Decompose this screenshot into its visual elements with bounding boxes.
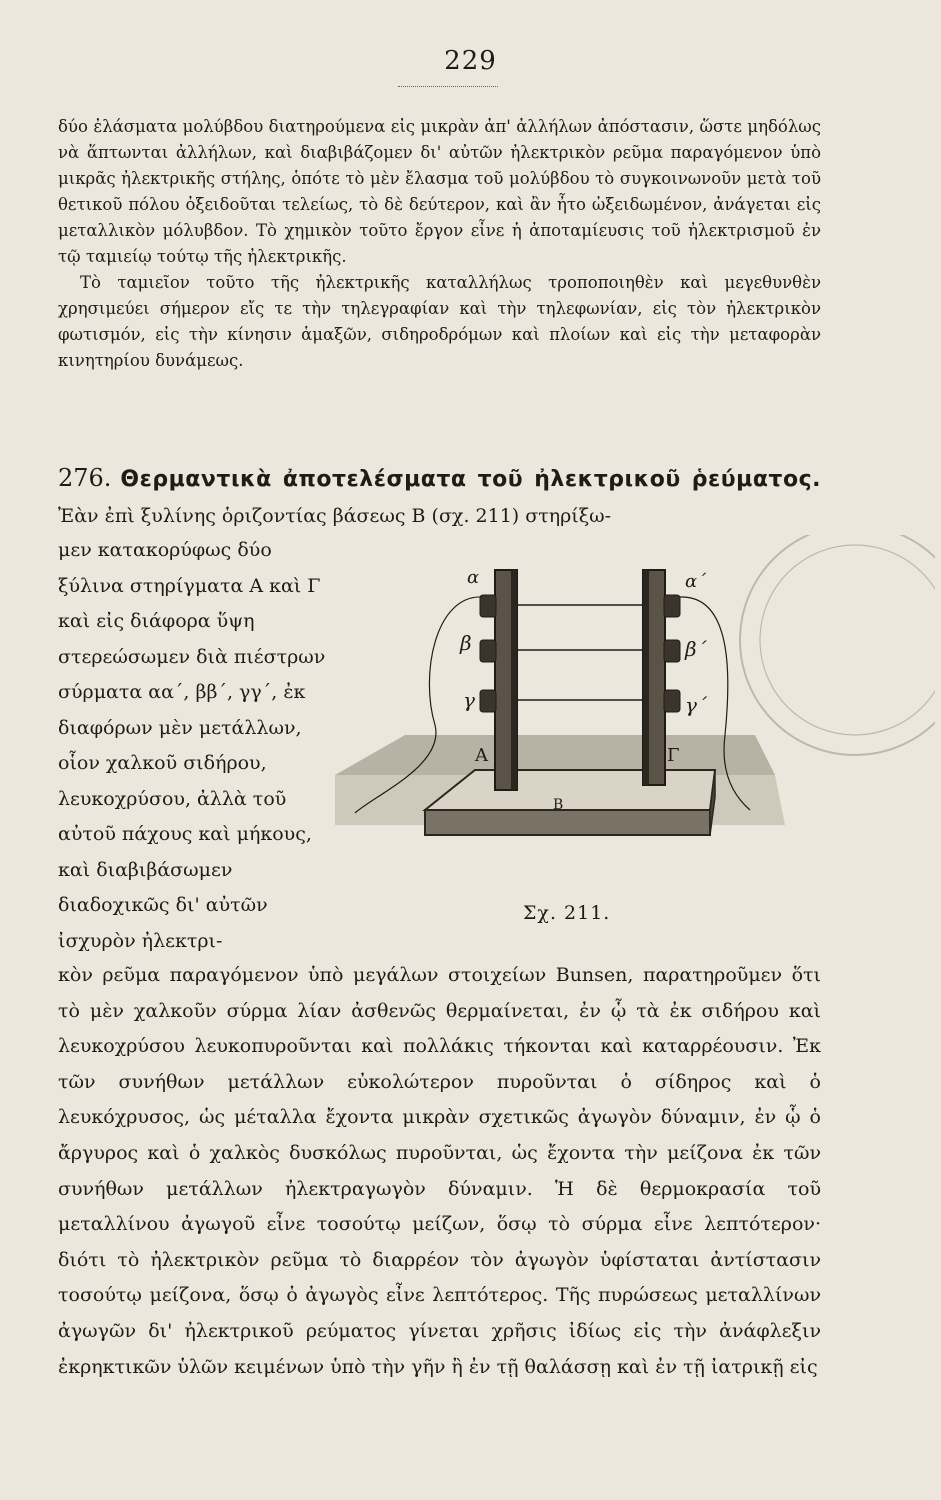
- section-title: Θερμαντικὰ ἀποτελέσματα τοῦ ἠλεκτρικοῦ ῥεύματος.: [120, 467, 821, 492]
- label-b-right: β΄: [685, 637, 707, 661]
- page-number: 229: [444, 46, 497, 76]
- section-continuation-text: κὸν ρεῦμα παραγόμενον ὑπὸ μεγάλων στοιχείων Bunsen, παρατηροῦμεν ὅτι τὸ μὲν χαλκοῦν σύρμα λίαν ἀσθενῶς θερμαίνεται, ἐν ᾧ τὰ ἐκ σιδήρου καὶ λευκοχρύσου λευκοπυροῦνται καὶ πολλάκις τήκονται καὶ καταρρέουσιν. Ἐκ τῶν συνήθων μετάλλων εὐκολώτερον πυροῦνται ὁ σίδηρος καὶ ὁ λευκόχρυσος, ὡς μέταλλα ἔχοντα μικρὰν σχετικῶς ἀγωγὸν δύναμιν, ἐν ᾧ ὁ ἄργυρος καὶ ὁ χαλκὸς δυσκόλως πυροῦνται, ὡς ἔχοντα τὴν μείζονα ἐκ τῶν συνήθων μετάλλων ἠλεκτραγωγὸν δύναμιν. Ἡ δὲ θερμοκρασία τοῦ μεταλλίνου ἀγωγοῦ εἶνε τοσούτῳ μείζων, ὅσῳ τὸ σύρμα εἶνε λεπτότερον· διότι τὸ ἠλεκτρικὸν ρεῦμα τὸ διαρρέον τὸν ἀγωγὸν ὑφίσταται ἀντίστασιν τοσούτῳ μείζονα, ὅσῳ ὁ ἀγωγὸς εἶνε λεπτότερος. Τῆς πυρώσεως μεταλλίνων ἀγωγῶν δι' ἠλεκτρικοῦ ρεύματος γίνεται χρῆσις ἰδίως εἰς τὴν ἀνάφλεξιν ἐκρηκτικῶν ὑλῶν κειμένων ὑπὸ τὴν γῆν ἢ ἐν τῇ θαλάσσῃ καὶ ἐν τῇ ἰατρικῇ εἰς: [58, 964, 821, 1378]
- section-number: 276.: [58, 464, 112, 492]
- intro-paragraph-2: Τὸ ταμιεῖον τοῦτο τῆς ἠλεκτρικῆς καταλλήλως τροποποιηθὲν καὶ μεγεθυνθὲν χρησιμεύει σήμερον εἴς τε τὴν τηλεγραφίαν καὶ τὴν τηλεφωνίαν, εἰς τὸν ἠλεκτρικὸν φωτισμόν, εἰς τὴν κίνησιν ἁμαξῶν, σιδηροδρόμων καὶ πλοίων καὶ εἰς τὴν μεταφορὰν κινητηρίου δυνάμεως.: [58, 273, 821, 370]
- label-g-right: γ΄: [685, 693, 707, 717]
- label-a-left: α: [467, 567, 480, 588]
- figure-caption: Σχ. 211.: [523, 902, 611, 924]
- section-lead-text: Ἐὰν ἐπὶ ξυλίνης ὁριζοντίας βάσεως Β (σχ. 211) στηρίξω-: [58, 505, 612, 527]
- library-stamp: [740, 535, 935, 755]
- label-b-left: β: [460, 631, 472, 655]
- label-a-right: α΄: [685, 571, 707, 592]
- wooden-base: [425, 770, 715, 810]
- page-number-rule: [398, 86, 498, 87]
- label-support-g: Γ: [667, 745, 680, 766]
- figure-211: [335, 535, 935, 945]
- section-heading-block: [58, 460, 821, 534]
- label-base-b: Β: [553, 797, 564, 813]
- intro-paragraph-1: δύο ἐλάσματα μολύβδου διατηρούμενα εἰς μικρὰν ἀπ' ἀλλήλων ἀπόστασιν, ὥστε μηδόλως νὰ ἅπτωνται ἀλλήλων, καὶ διαβιβάζομεν δι' αὐτῶν ἠλεκτρικὸν ρεῦμα παραγόμενον ὑπὸ μικρᾶς ἠλεκτρικῆς στήλης, ὁπότε τὸ μὲν ἔλασμα τοῦ μολύβδου τὸ συγκοινωνοῦν μετὰ τοῦ θετικοῦ πόλου ὀξειδοῦται τελείως, τὸ δὲ δεύτερον, καὶ ἂν ἦτο ὠξειδωμένον, ἀνάγεται εἰς μεταλλικὸν μόλυβδον. Τὸ χημικὸν τοῦτο ἔργον εἶνε ἡ ἀποταμίευσις τοῦ ἠλεκτρισμοῦ ἐν τῷ ταμιείῳ τούτῳ τῆς ἠλεκτρικῆς.: [58, 117, 821, 266]
- label-support-a: Α: [475, 745, 488, 766]
- section-narrow-column: μεν κατακορύφως δύο ξύλινα στηρίγματα Α καὶ Γ καὶ εἰς διάφορα ὕψη στερεώσωμεν διὰ πιέστρων σύρματα αα΄, ββ΄, γγ΄, ἐκ διαφόρων μὲν μετάλλων, οἷον χαλκοῦ σιδήρου, λευκοχρύσου, ἀλλὰ τοῦ αὐτοῦ πάχους καὶ μήκους, καὶ διαβιβάσωμεν διαδοχικῶς δι' αὐτῶν ἰσχυρὸν ἠλεκτρι-: [58, 539, 326, 952]
- figure-illustration: [335, 535, 935, 895]
- label-g-left: γ: [463, 688, 475, 712]
- intro-text: [58, 114, 821, 374]
